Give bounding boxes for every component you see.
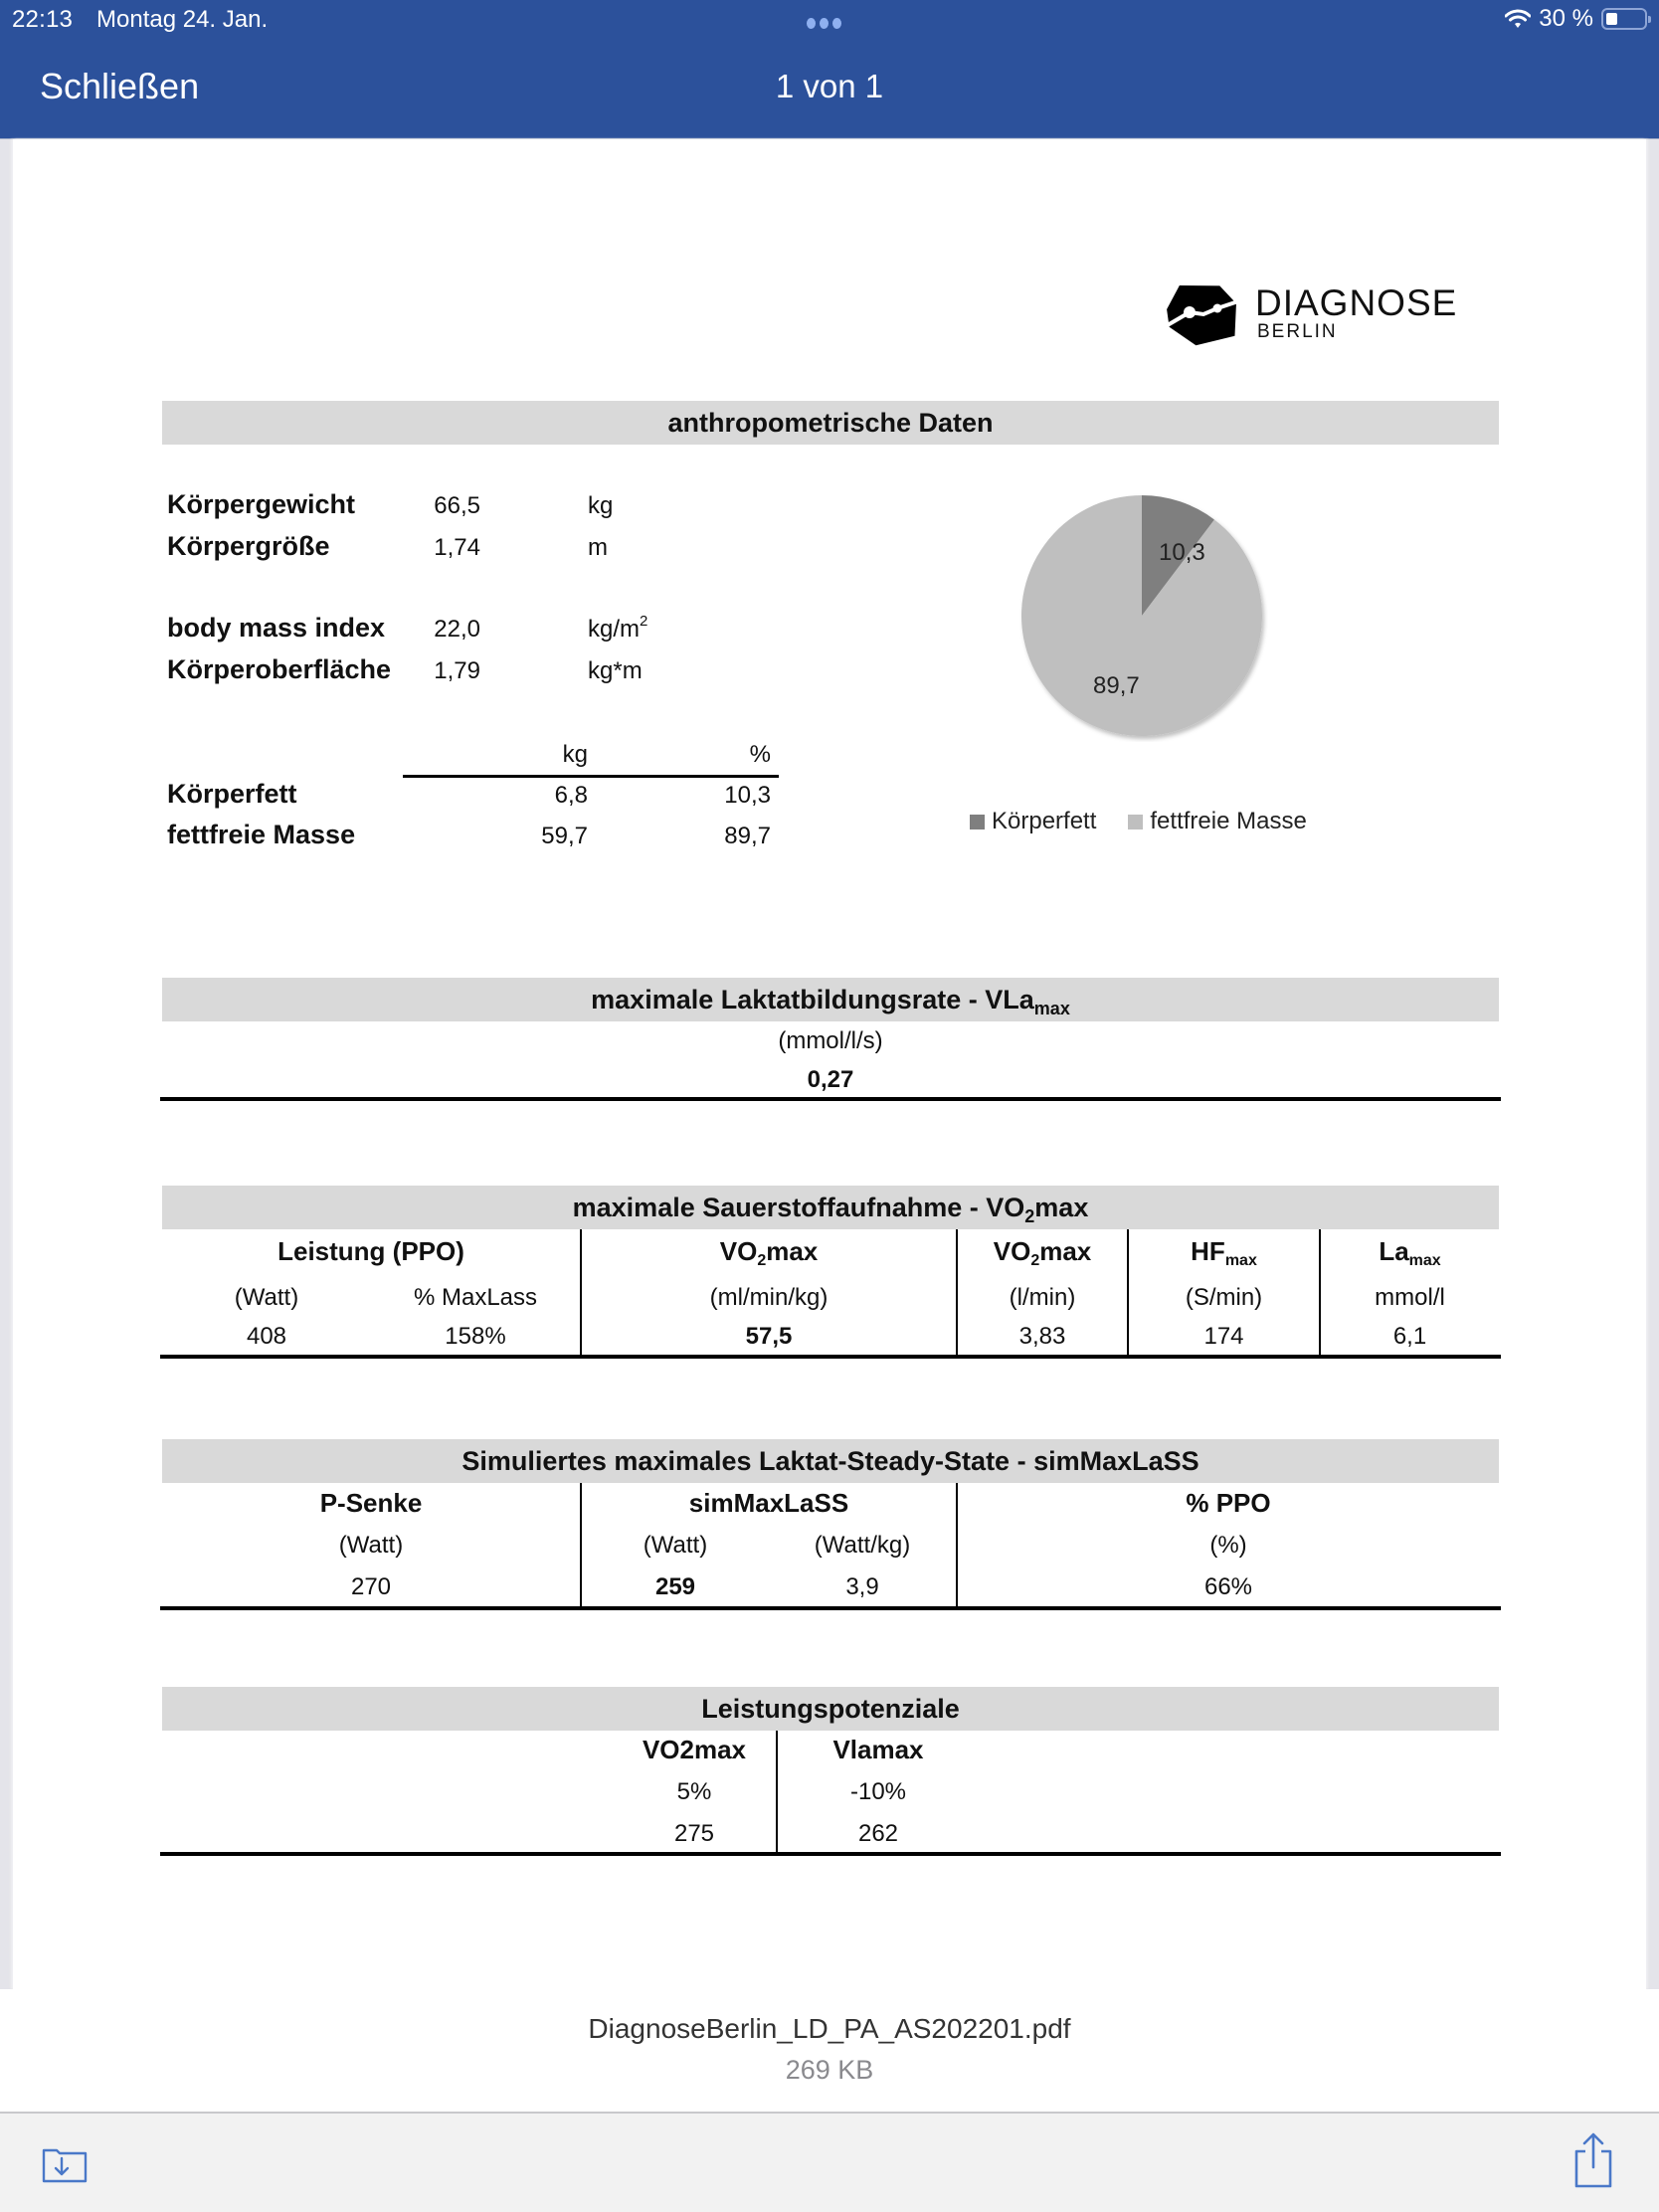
sim-watt-unit: (Watt) — [643, 1532, 708, 1559]
file-name: DiagnoseBerlin_LD_PA_AS202201.pdf — [588, 2013, 1071, 2044]
bmi-value: 22,0 — [434, 616, 480, 643]
vo2max-abs-head-sub: 2 — [1030, 1252, 1040, 1269]
status-indicators — [1505, 5, 1647, 33]
sim-wattkg-value: 3,9 — [845, 1573, 879, 1600]
file-size: 269 KB — [785, 2055, 874, 2085]
hfmax-head-sub: max — [1224, 1252, 1257, 1269]
ppo-pct-value: 66% — [1203, 1573, 1253, 1600]
vo2max-rel-value: 57,5 — [745, 1323, 793, 1350]
vlamax-title-sub: max — [1033, 999, 1070, 1018]
body-weight-unit: kg — [588, 492, 614, 519]
p-senke-unit: (Watt) — [338, 1532, 404, 1559]
potential-vlamax-pct: -10% — [849, 1778, 907, 1805]
diagnose-berlin-logo — [1162, 278, 1457, 348]
battery-percent: 30 % — [1539, 5, 1593, 32]
vo2max-header — [162, 1186, 1499, 1229]
simmaxlass-head: simMaxLaSS — [688, 1488, 849, 1518]
legend-item-lean — [1128, 808, 1306, 835]
composition-head-pct: % — [749, 741, 771, 768]
composition-head-kg: kg — [562, 741, 588, 768]
hfmax-head-text: HF — [1191, 1236, 1225, 1266]
ppo-pct-unit: (%) — [1209, 1532, 1247, 1559]
battery-icon — [1601, 8, 1647, 30]
save-to-files-icon[interactable] — [42, 2147, 88, 2183]
lamax-head — [1321, 1236, 1499, 1267]
vo2max-abs-head — [958, 1236, 1127, 1267]
lean-mass-label: fettfreie Masse — [167, 820, 356, 849]
potentials-header: Leistungspotenziale — [162, 1687, 1499, 1731]
lamax-head-text: La — [1379, 1236, 1409, 1266]
battery-level — [1606, 13, 1617, 25]
hfmax-value: 174 — [1203, 1323, 1244, 1350]
potential-vlamax-head: Vlamax — [832, 1735, 924, 1764]
logo-subtitle: BERLIN — [1257, 321, 1338, 342]
close-button[interactable]: Schließen — [40, 66, 200, 106]
vlamax-unit: (mmol/l/s) — [778, 1027, 883, 1054]
hexagon-logo-icon — [1162, 278, 1243, 348]
lamax-head-sub: max — [1408, 1252, 1441, 1269]
legend-swatch-fat — [970, 815, 985, 830]
lean-mass-pct: 89,7 — [724, 823, 771, 849]
composition-rule — [403, 775, 779, 778]
status-date: Montag 24. Jan. — [96, 6, 269, 33]
hfmax-head — [1129, 1236, 1319, 1267]
ppo-watt-unit: (Watt) — [234, 1284, 299, 1311]
body-fat-kg: 6,8 — [554, 782, 588, 809]
vo2max-abs-value: 3,83 — [1018, 1323, 1066, 1350]
logo-title: DIAGNOSE — [1255, 282, 1458, 323]
body-weight-value: 66,5 — [434, 492, 480, 519]
vo2max-rel-head — [582, 1236, 956, 1267]
p-senke-value: 270 — [350, 1573, 392, 1600]
pie-svg — [1019, 493, 1268, 742]
p-senke-head: P-Senke — [319, 1488, 423, 1518]
share-icon[interactable] — [1569, 2131, 1617, 2189]
ppo-maxlass-value: 158% — [445, 1323, 506, 1350]
vo2max-rel-head-sub: 2 — [757, 1252, 767, 1269]
vlamax-value: 0,27 — [807, 1066, 854, 1093]
vo2max-rel-head-tail: max — [766, 1236, 819, 1266]
lean-mass-kg: 59,7 — [541, 823, 588, 849]
vo2max-abs-head-text: VO — [993, 1236, 1031, 1266]
page-indicator: 1 von 1 — [775, 68, 884, 104]
vlamax-header — [162, 978, 1499, 1021]
vo2max-abs-unit: (l/min) — [1009, 1284, 1076, 1311]
file-info — [0, 1989, 1659, 2114]
lamax-unit: mmol/l — [1375, 1284, 1445, 1311]
vo2max-title-tail: max — [1034, 1193, 1089, 1222]
potential-vo2max-pct: 5% — [676, 1778, 712, 1805]
status-time: 22:13 — [12, 6, 74, 33]
vo2max-abs-head-tail: max — [1039, 1236, 1092, 1266]
three-dots-icon[interactable] — [807, 18, 841, 29]
vo2max-rule — [160, 1355, 1501, 1359]
vlamax-rule — [160, 1097, 1501, 1101]
pie-label-fat: 10,3 — [1159, 539, 1205, 566]
potentials-divider — [776, 1731, 778, 1852]
bottom-toolbar — [0, 2114, 1659, 2212]
body-fat-pct: 10,3 — [724, 782, 771, 809]
potentials-rule — [160, 1852, 1501, 1856]
pdf-page — [13, 139, 1646, 1989]
simmaxlass-rule — [160, 1606, 1501, 1610]
sim-watt-value: 259 — [654, 1573, 696, 1600]
vlamax-title: maximale Laktatbildungsrate - VLa — [591, 985, 1034, 1014]
ppo-maxlass-unit: % MaxLass — [413, 1284, 538, 1311]
legend-label-fat: Körperfett — [992, 808, 1097, 834]
body-weight-label: Körpergewicht — [167, 489, 356, 519]
navigation-bar — [0, 0, 1659, 139]
anthropometric-header: anthropometrische Daten — [162, 401, 1499, 445]
bmi-unit — [588, 613, 648, 644]
body-surface-unit: kg*m — [588, 657, 643, 684]
body-height-unit: m — [588, 534, 608, 561]
body-height-value: 1,74 — [434, 534, 480, 561]
bmi-label: body mass index — [167, 613, 386, 643]
bmi-unit-sup: 2 — [640, 613, 648, 630]
pie-label-lean: 89,7 — [1093, 672, 1140, 699]
body-fat-label: Körperfett — [167, 779, 297, 809]
ppo-pct-head: % PPO — [1186, 1488, 1271, 1518]
legend-item-fat — [970, 808, 1096, 835]
body-surface-value: 1,79 — [434, 657, 480, 684]
body-composition-pie-chart — [1019, 493, 1268, 742]
potential-vlamax-value: 262 — [857, 1820, 899, 1847]
lamax-value: 6,1 — [1392, 1323, 1427, 1350]
potential-vo2max-value: 275 — [673, 1820, 715, 1847]
ppo-head: Leistung (PPO) — [277, 1236, 464, 1266]
bmi-unit-text: kg/m — [588, 616, 641, 643]
legend-swatch-lean — [1128, 815, 1143, 830]
potential-vo2max-head: VO2max — [642, 1735, 747, 1764]
pdf-viewer[interactable] — [0, 139, 1659, 1989]
simmaxlass-header: Simuliertes maximales Laktat-Steady-State - simMaxLaSS — [162, 1439, 1499, 1483]
vo2max-rel-head-text: VO — [719, 1236, 758, 1266]
legend-label-lean: fettfreie Masse — [1150, 808, 1307, 834]
body-surface-label: Körperoberfläche — [167, 654, 392, 684]
pie-legend — [970, 808, 1339, 835]
vo2max-rel-unit: (ml/min/kg) — [709, 1284, 829, 1311]
sim-wattkg-unit: (Watt/kg) — [814, 1532, 911, 1559]
hfmax-unit: (S/min) — [1185, 1284, 1263, 1311]
pie-slice-lean — [1021, 495, 1262, 736]
ppo-watt-value: 408 — [246, 1323, 287, 1350]
vo2max-title-sub: 2 — [1024, 1206, 1035, 1226]
vo2max-title: maximale Sauerstoffaufnahme - VO — [572, 1193, 1025, 1222]
wifi-icon — [1505, 9, 1531, 29]
body-height-label: Körpergröße — [167, 531, 330, 561]
